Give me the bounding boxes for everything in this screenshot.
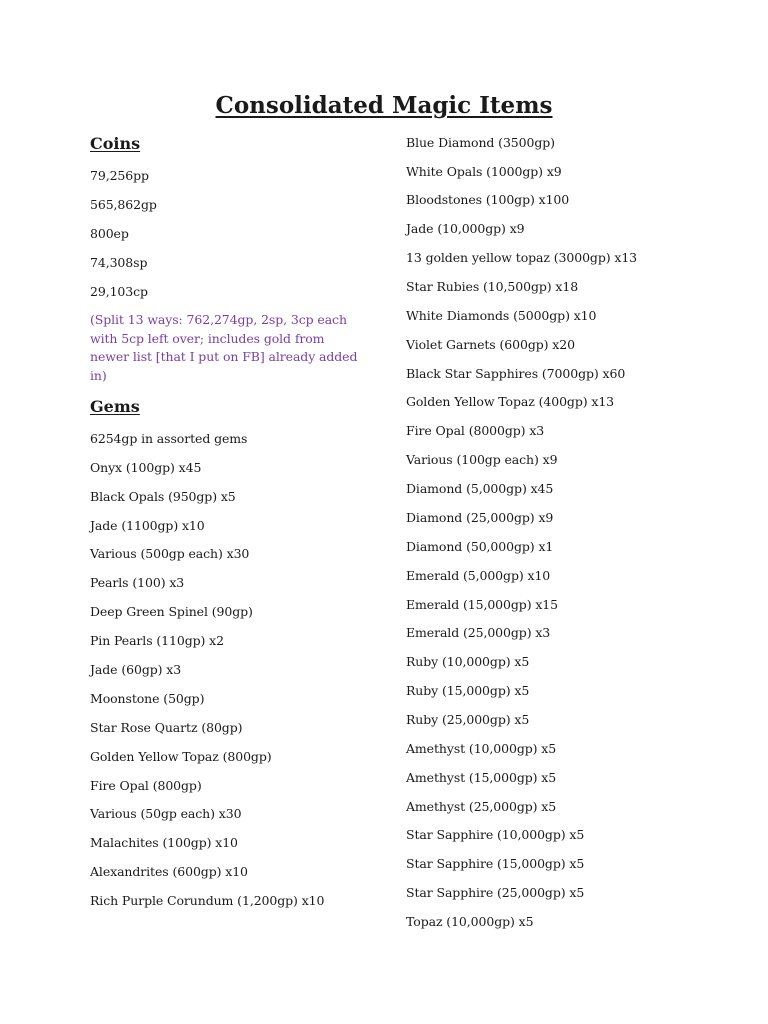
coin-line: 800ep: [90, 226, 129, 241]
gem-line: Jade (60gp) x3: [90, 662, 182, 677]
coin-line: 565,862gp: [90, 197, 157, 212]
gem-line: Diamond (5,000gp) x45: [406, 481, 554, 496]
gem-line: Emerald (5,000gp) x10: [406, 568, 551, 583]
gem-line: Diamond (25,000gp) x9: [406, 510, 554, 525]
gem-line: Jade (10,000gp) x9: [406, 221, 525, 236]
gem-line: 6254gp in assorted gems: [90, 431, 248, 446]
gem-line: Pearls (100) x3: [90, 575, 185, 590]
gem-line: Onyx (100gp) x45: [90, 460, 202, 475]
gem-line: Amethyst (25,000gp) x5: [406, 799, 557, 814]
coins-heading: Coins: [90, 134, 141, 153]
gem-line: 13 golden yellow topaz (3000gp) x13: [406, 250, 638, 265]
gem-line: Ruby (25,000gp) x5: [406, 712, 530, 727]
gem-line: Amethyst (15,000gp) x5: [406, 770, 557, 785]
gem-line: Various (500gp each) x30: [90, 546, 250, 561]
gem-line: Diamond (50,000gp) x1: [406, 539, 554, 554]
gem-line: Amethyst (10,000gp) x5: [406, 741, 557, 756]
gem-line: Topaz (10,000gp) x5: [406, 914, 534, 929]
coin-line: 79,256pp: [90, 168, 149, 183]
gem-line: Fire Opal (8000gp) x3: [406, 423, 545, 438]
gem-line: Moonstone (50gp): [90, 691, 205, 706]
coins-split-note: (Split 13 ways: 762,274gp, 2sp, 3cp each with 5cp left over; includes gold from newer list [that I put on FB] already added in): [90, 312, 358, 383]
gems-heading: Gems: [90, 397, 140, 416]
gem-line: Star Sapphire (10,000gp) x5: [406, 827, 585, 842]
gem-line: Violet Garnets (600gp) x20: [406, 337, 575, 352]
gem-line: Black Opals (950gp) x5: [90, 489, 236, 504]
gem-line: White Diamonds (5000gp) x10: [406, 308, 597, 323]
gem-line: Golden Yellow Topaz (800gp): [90, 749, 272, 764]
gem-line: Emerald (25,000gp) x3: [406, 625, 551, 640]
gem-line: Star Rubies (10,500gp) x18: [406, 279, 579, 294]
gem-line: Rich Purple Corundum (1,200gp) x10: [90, 893, 325, 908]
gem-line: Malachites (100gp) x10: [90, 835, 238, 850]
gem-line: Black Star Sapphires (7000gp) x60: [406, 366, 626, 381]
gem-line: Deep Green Spinel (90gp): [90, 604, 253, 619]
gem-line: Ruby (15,000gp) x5: [406, 683, 530, 698]
gem-line: Jade (1100gp) x10: [90, 518, 205, 533]
gem-line: Ruby (10,000gp) x5: [406, 654, 530, 669]
gem-line: Alexandrites (600gp) x10: [90, 864, 248, 879]
gem-line: Various (100gp each) x9: [406, 452, 558, 467]
gem-line: Blue Diamond (3500gp): [406, 135, 555, 150]
gem-line: Bloodstones (100gp) x100: [406, 192, 570, 207]
gem-line: Star Rose Quartz (80gp): [90, 720, 243, 735]
gem-line: Golden Yellow Topaz (400gp) x13: [406, 394, 615, 409]
gem-line: Emerald (15,000gp) x15: [406, 597, 558, 612]
gem-line: Star Sapphire (25,000gp) x5: [406, 885, 585, 900]
gem-line: Various (50gp each) x30: [90, 806, 242, 821]
gem-line: Fire Opal (800gp): [90, 778, 202, 793]
gem-line: Star Sapphire (15,000gp) x5: [406, 856, 585, 871]
coin-line: 74,308sp: [90, 255, 148, 270]
coin-line: 29,103cp: [90, 284, 148, 299]
gem-line: Pin Pearls (110gp) x2: [90, 633, 224, 648]
page-title: Consolidated Magic Items: [215, 92, 553, 119]
gem-line: White Opals (1000gp) x9: [406, 164, 562, 179]
